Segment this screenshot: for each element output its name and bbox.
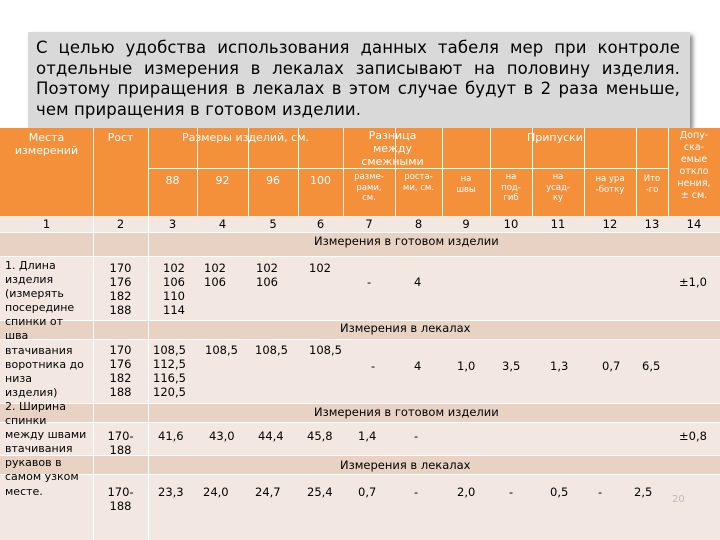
col-number: 4 <box>218 217 227 231</box>
places-text: 1. Длина изделия (измерять посередине спинки от шва втачивания воротника до низа изделия) 2. Ширина спинки между швами втачивания рукавов в самом узком месте. <box>5 259 87 498</box>
row3-size-92: 43,0 <box>209 429 235 443</box>
col-number: 14 <box>686 217 702 231</box>
row2-heights: 170 176 182 188 <box>109 343 132 399</box>
row3-size-96: 44,4 <box>258 429 284 443</box>
col-number: 3 <box>168 217 177 231</box>
row2-size-100: 108,5 <box>309 343 342 357</box>
row1-diff-size: - <box>367 275 372 289</box>
row-divider <box>0 232 720 233</box>
row1-tolerance: ±1,0 <box>679 275 707 289</box>
col-number: 12 <box>602 217 618 231</box>
row2-wet: 0,7 <box>602 359 621 373</box>
row3-size-88: 41,6 <box>158 429 184 443</box>
row4-size-88: 23,3 <box>158 485 184 499</box>
section-label-finished: Измерения в готовом изделии <box>314 234 499 248</box>
row2-size-88: 108,5 112,5 116,5 120,5 <box>153 343 186 399</box>
row-divider <box>0 403 720 404</box>
header-hem: на под- гиб <box>501 172 521 203</box>
col-divider <box>93 216 94 540</box>
col-number: 5 <box>269 217 277 231</box>
header-size-88: 88 <box>165 174 180 187</box>
row1-size-100: 102 <box>309 261 331 275</box>
header-size-96: 96 <box>266 174 280 187</box>
row-divider <box>0 339 720 340</box>
col-number: 10 <box>503 217 519 231</box>
row4-shrink: 0,5 <box>550 485 569 499</box>
page-number: 20 <box>672 494 685 505</box>
header-total: Ито -го <box>643 174 661 195</box>
header-sizes-title: Размеры изделий, см. <box>182 131 309 144</box>
row3-heights: 170- 188 <box>107 429 134 457</box>
header-places: Места измерений <box>14 131 79 157</box>
section-label-finished: Измерения в готовом изделии <box>314 405 499 419</box>
row4-size-96: 24,7 <box>255 485 281 499</box>
col-number: 11 <box>550 217 566 231</box>
col-number: 1 <box>42 217 51 231</box>
section-label-patterns: Измерения в лекалах <box>340 458 471 472</box>
row1-diff-height: 4 <box>414 275 422 289</box>
row2-size-96: 108,5 <box>255 343 288 357</box>
header-size-92: 92 <box>215 174 230 187</box>
header-shrink: на усад- ку <box>546 172 570 203</box>
header-diff-title: Разница между смежными <box>361 129 424 168</box>
row4-wet: - <box>598 485 603 499</box>
row4-diff-height: - <box>414 485 419 499</box>
row2-seams: 1,0 <box>457 359 476 373</box>
intro-text: С целью удобства использования данных табеля мер при контроле отдельные измерения в лекалах записывают на половину изделия. Поэтому приращения в лекалах в этом случае будут в 2 раза меньше, чем приращения в готовом изделии. <box>36 38 680 119</box>
row2-diff-height: 4 <box>414 359 422 373</box>
table-header <box>0 128 720 216</box>
row2-total: 6,5 <box>642 359 661 373</box>
row4-total: 2,5 <box>634 485 653 499</box>
row4-size-92: 24,0 <box>203 485 229 499</box>
col-number: 7 <box>365 217 373 231</box>
col-number: 8 <box>414 217 423 231</box>
col-divider <box>148 216 149 540</box>
col-number: 9 <box>462 217 470 231</box>
row2-hem: 3,5 <box>502 359 521 373</box>
row4-diff-size: 0,7 <box>358 485 377 499</box>
header-allowances-title: Припуски <box>527 131 583 144</box>
header-seams: на швы <box>456 174 476 195</box>
row-divider <box>0 256 720 257</box>
header-height: Рост <box>107 131 134 144</box>
row-divider <box>0 474 720 475</box>
header-diff-height: роста- ми, см. <box>402 172 435 193</box>
row1-size-96: 102 106 <box>256 261 278 289</box>
row3-diff-height: - <box>414 429 419 443</box>
intro-box <box>28 32 690 128</box>
col-number: 2 <box>116 217 125 231</box>
col-number: 13 <box>644 217 660 231</box>
row2-diff-size: - <box>371 359 376 373</box>
section-label-patterns: Измерения в лекалах <box>340 321 471 335</box>
col-number: 6 <box>316 217 325 231</box>
header-tolerance: Допу- ска- емые откло нения, ± см. <box>677 130 711 201</box>
row4-heights: 170- 188 <box>107 485 134 513</box>
row-divider <box>0 422 720 423</box>
row4-seams: 2,0 <box>457 485 476 499</box>
row3-diff-size: 1,4 <box>358 429 377 443</box>
row1-size-92: 102 106 <box>204 261 226 289</box>
row1-heights: 170 176 182 188 <box>109 261 132 317</box>
row1-size-88: 102 106 110 114 <box>163 261 185 317</box>
header-size-100: 100 <box>310 174 331 187</box>
row4-hem: - <box>509 485 514 499</box>
row2-shrink: 1,3 <box>550 359 569 373</box>
header-diff-size: разме- рами, см. <box>354 172 384 203</box>
row4-size-100: 25,4 <box>307 485 333 499</box>
header-wet: на ура -ботку <box>595 174 625 195</box>
row3-size-100: 45,8 <box>307 429 333 443</box>
row2-size-92: 108,5 <box>205 343 238 357</box>
row3-tolerance: ±0,8 <box>679 429 707 443</box>
